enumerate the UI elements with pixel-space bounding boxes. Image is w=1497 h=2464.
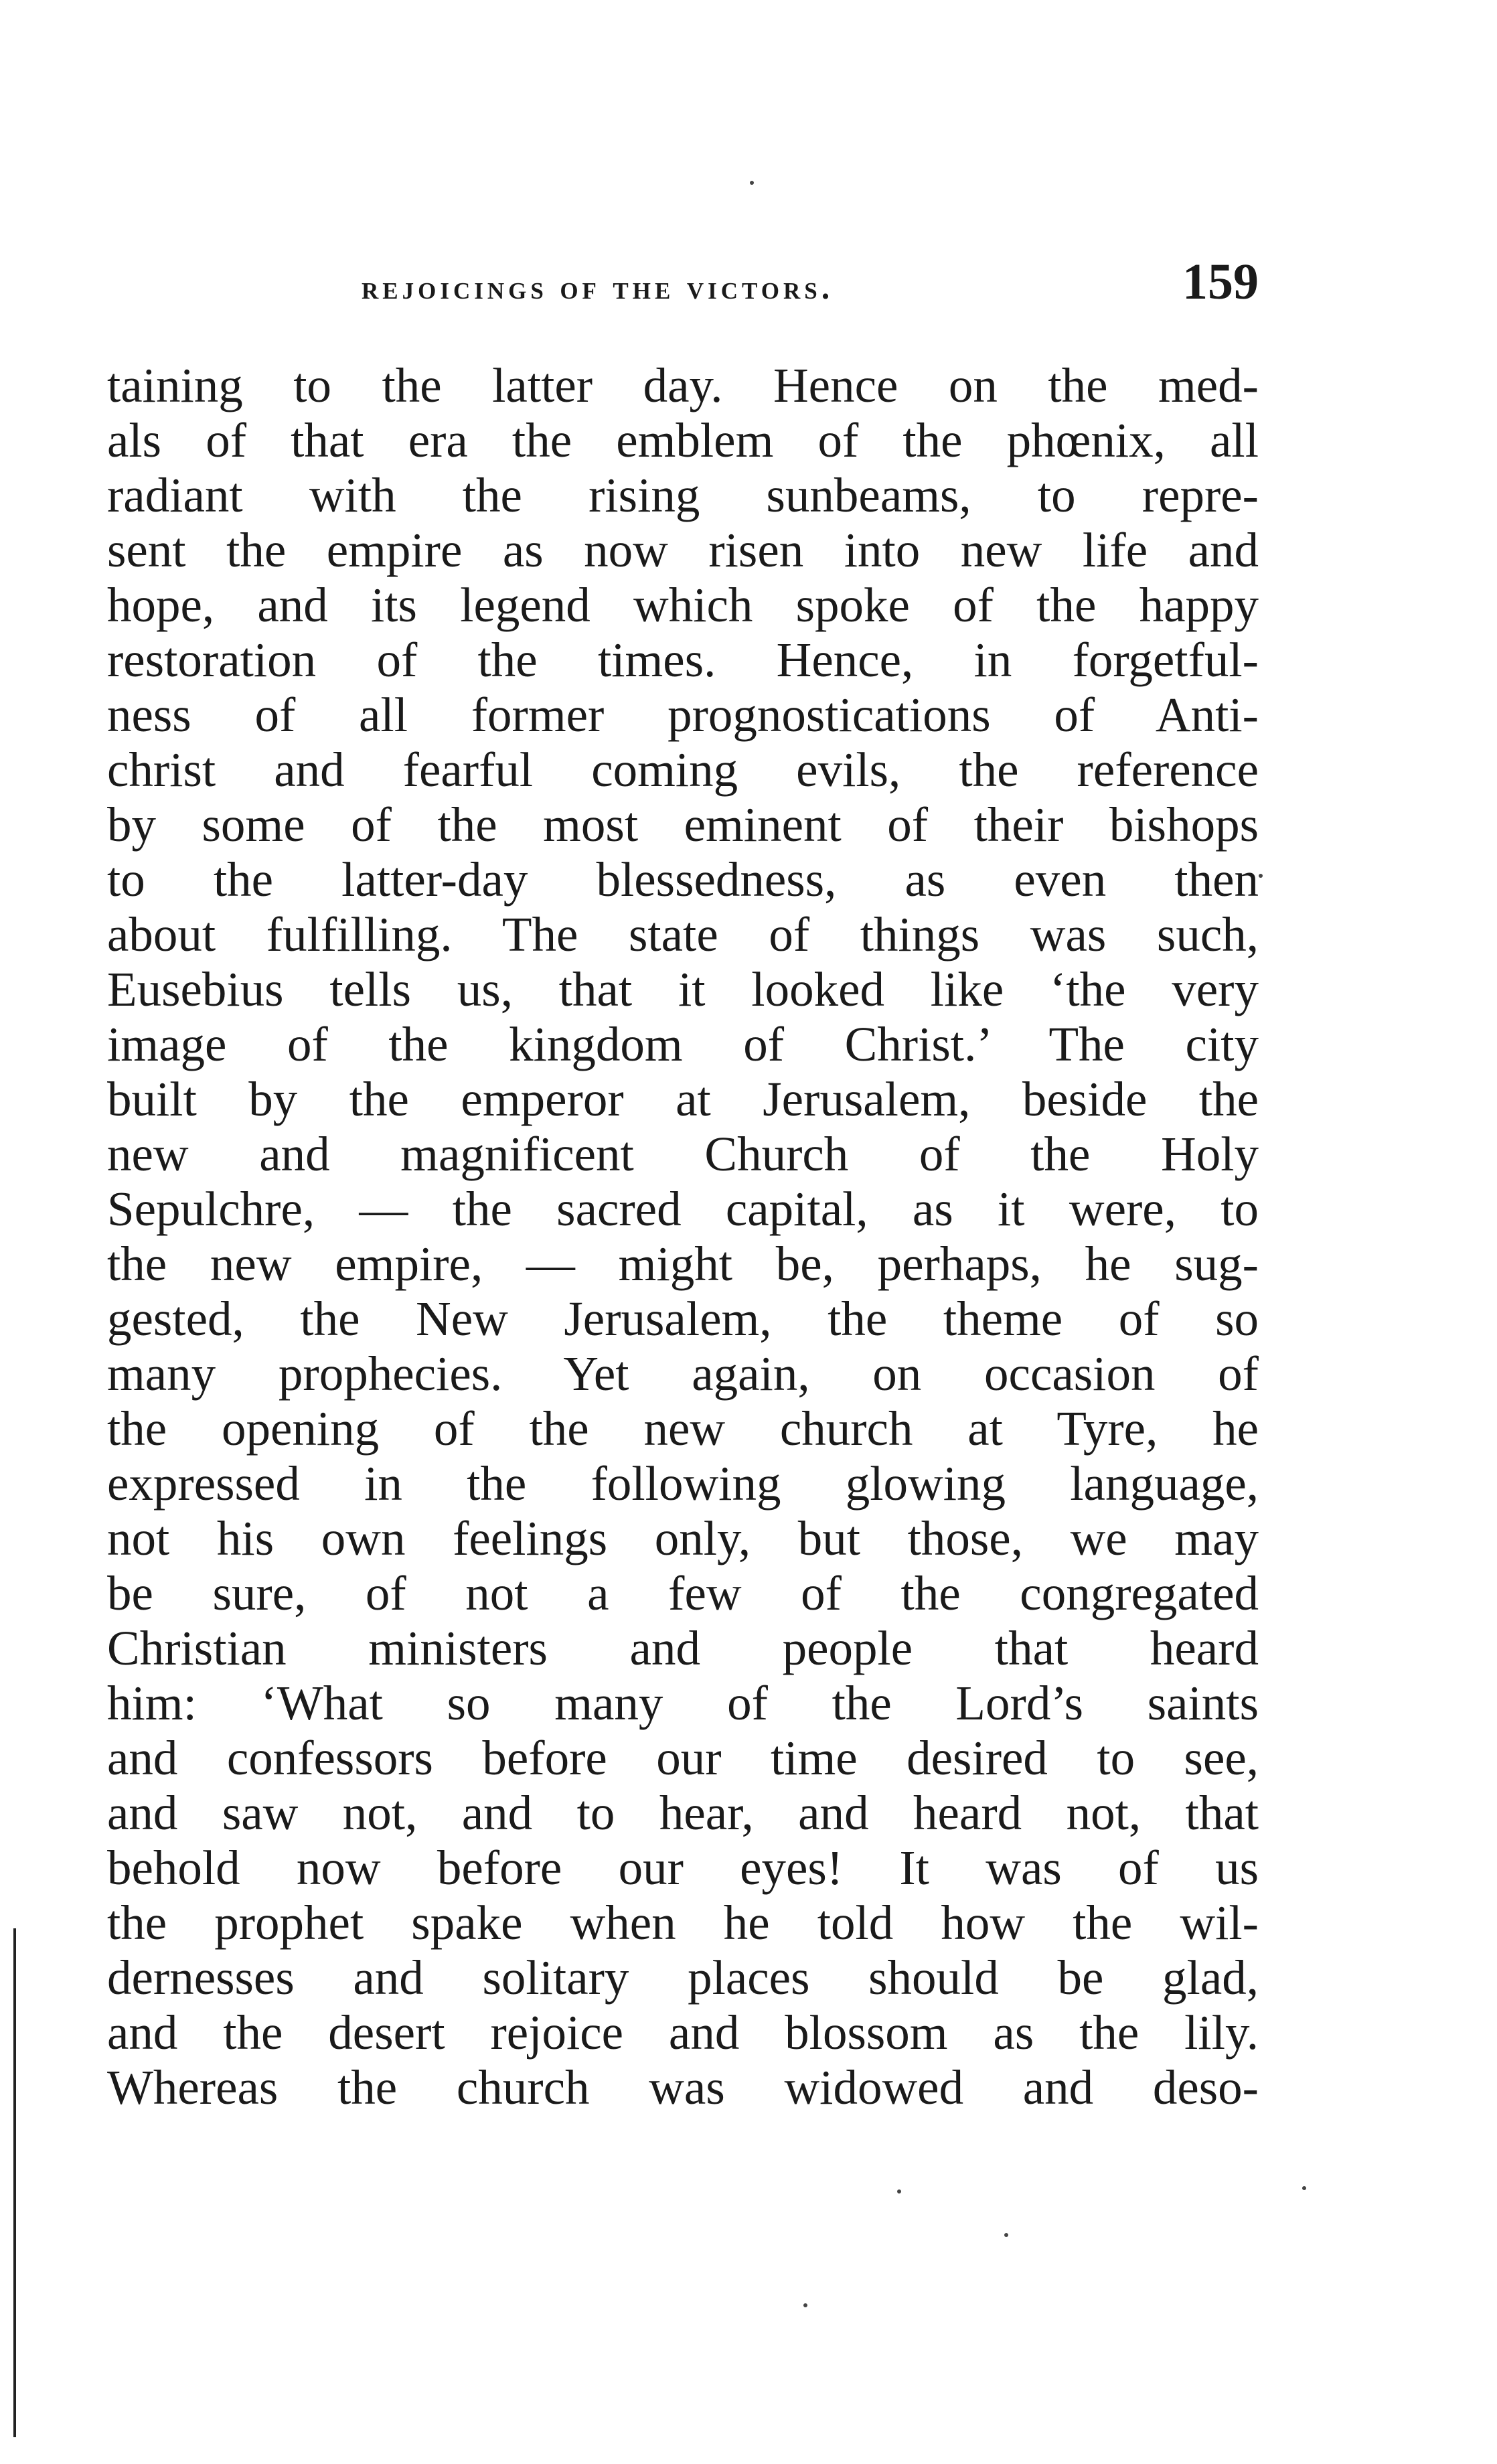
text-line: dernesses and solitary places should be glad,	[107, 1950, 1259, 2005]
text-line: hope, and its legend which spoke of the happy	[107, 578, 1259, 632]
text-line: and the desert rejoice and blossom as the lily.	[107, 2005, 1259, 2060]
text-line: restoration of the times. Hence, in forgetful-	[107, 633, 1259, 687]
text-line: als of that era the emblem of the phœnix, all	[107, 413, 1259, 467]
text-line: be sure, of not a few of the congregated	[107, 1566, 1259, 1620]
text-line: by some of the most eminent of their bishops	[107, 797, 1259, 852]
text-line: to the latter-day blessedness, as even then	[107, 852, 1259, 907]
running-head	[362, 253, 1259, 313]
scan-speck	[1259, 874, 1263, 878]
text-line: Sepulchre, — the sacred capital, as it were, to	[107, 1182, 1259, 1236]
text-line: expressed in the following glowing language,	[107, 1456, 1259, 1511]
text-line: him: ‘What so many of the Lord’s saints	[107, 1676, 1259, 1730]
text-line: Whereas the church was widowed and deso-	[107, 2060, 1259, 2114]
text-line: the opening of the new church at Tyre, he	[107, 1401, 1259, 1456]
text-line: behold now before our eyes! It was of us	[107, 1841, 1259, 1895]
text-line: and saw not, and to hear, and heard not, that	[107, 1786, 1259, 1840]
page-number: 159	[1182, 254, 1259, 310]
text-line: the prophet spake when he told how the wil-	[107, 1896, 1259, 1950]
running-title: rejoicings of the victors.	[362, 268, 834, 306]
text-line: christ and fearful coming evils, the reference	[107, 743, 1259, 797]
text-line: many prophecies. Yet again, on occasion of	[107, 1346, 1259, 1401]
text-line: gested, the New Jerusalem, the theme of so	[107, 1292, 1259, 1346]
text-line: image of the kingdom of Christ.’ The city	[107, 1017, 1259, 1071]
scan-speck	[897, 2189, 901, 2193]
text-line: the new empire, — might be, perhaps, he sug-	[107, 1237, 1259, 1291]
text-line: sent the empire as now risen into new life and	[107, 523, 1259, 577]
scan-speck	[1004, 2233, 1008, 2237]
text-line: taining to the latter day. Hence on the med-	[107, 358, 1259, 412]
text-line: Eusebius tells us, that it looked like ‘the very	[107, 962, 1259, 1016]
body-text	[107, 358, 1259, 2115]
text-line: new and magnificent Church of the Holy	[107, 1127, 1259, 1181]
text-line: Christian ministers and people that heard	[107, 1621, 1259, 1675]
text-line: not his own feelings only, but those, we may	[107, 1511, 1259, 1565]
text-line: radiant with the rising sunbeams, to repre-	[107, 468, 1259, 522]
scan-edge-rule	[13, 1928, 16, 2437]
scan-speck	[750, 181, 754, 185]
scan-speck	[803, 2303, 807, 2307]
text-line: ness of all former prognostications of Anti-	[107, 688, 1259, 742]
text-line: about fulfilling. The state of things was such,	[107, 907, 1259, 961]
text-line: and confessors before our time desired to see,	[107, 1731, 1259, 1785]
scan-speck	[1302, 2186, 1306, 2190]
text-line: built by the emperor at Jerusalem, beside the	[107, 1072, 1259, 1126]
